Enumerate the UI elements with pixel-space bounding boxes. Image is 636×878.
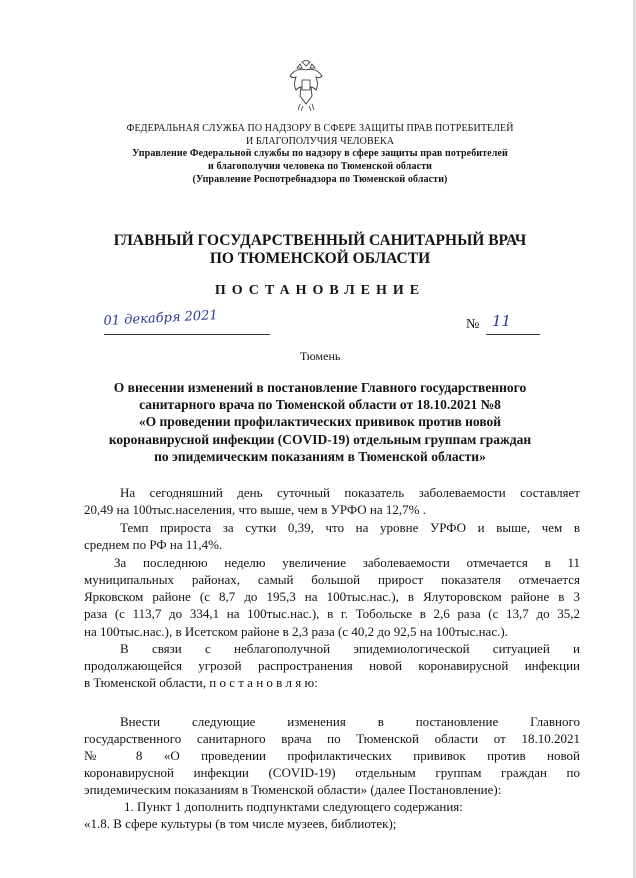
department-line-1: Управление Федеральной службы по надзору в сфере защиты прав потребителей xyxy=(132,148,508,159)
body-line: Внести следующие изменения в постановление Главного xyxy=(120,714,580,729)
body-line: «1.8. В сфере культуры (в том числе музеев, библиотек); xyxy=(84,816,397,831)
handwritten-number: 11 xyxy=(492,312,512,330)
body-line: в Тюменской области, п о с т а н о в л я ю: xyxy=(84,675,318,690)
body-line: раза (с 113,7 до 334,1 на 100тыс.нас.), в г. Тобольске в 2,6 раза (с 13,7 до 35,2 xyxy=(84,606,580,621)
decree-title-line-3: «О проведении профилактических прививок против новой xyxy=(138,414,502,429)
number-sign: № xyxy=(466,317,480,332)
body-line: коронавирусной инфекции (COVID-19) отдельным группам граждан по xyxy=(84,765,580,780)
body-line: Ярковском районе (с 8,7 до 195,3 на 100тыс.нас.), в Ялуторовском районе в 3 xyxy=(84,589,580,604)
body-line: государственного санитарного врача по Тюменской области от 18.10.2021 xyxy=(84,731,580,746)
coat-of-arms-icon xyxy=(288,60,324,112)
decree-title-line-4: коронавирусной инфекции (COVID-19) отдельным группам граждан xyxy=(108,432,532,447)
city: Тюмень xyxy=(300,349,341,363)
department-line-3: (Управление Роспотребнадзора по Тюменской области) xyxy=(192,174,448,185)
decree-heading: ПОСТАНОВЛЕНИЕ xyxy=(214,283,426,298)
department-line-2: и благополучия человека по Тюменской области xyxy=(207,161,432,172)
body-line: продолжающейся угрозой распространения новой коронавирусной инфекции xyxy=(84,658,580,673)
chief-title-line-2: ПО ТЮМЕНСКОЙ ОБЛАСТИ xyxy=(209,250,431,267)
agency-name-line-2: И БЛАГОПОЛУЧИЯ ЧЕЛОВЕКА xyxy=(245,136,395,147)
chief-title-line-1: ГЛАВНЫЙ ГОСУДАРСТВЕННЫЙ САНИТАРНЫЙ ВРАЧ xyxy=(113,232,527,249)
decree-title-line-5: по эпидемическим показаниям в Тюменской области» xyxy=(154,449,486,464)
body-line: 20,49 на 100тыс.населения, что выше, чем в УРФО на 12,7% . xyxy=(84,502,426,517)
body-line: В связи с неблагополучной эпидемиологической ситуацией и xyxy=(120,641,580,656)
body-line: За последнюю неделю увеличение заболеваемости отмечается в 11 xyxy=(114,555,580,570)
body-line: На сегодняшний день суточный показатель заболеваемости составляет xyxy=(120,485,580,500)
agency-name-line-1: ФЕДЕРАЛЬНАЯ СЛУЖБА ПО НАДЗОРУ В СФЕРЕ ЗАЩИТЫ ПРАВ ПОТРЕБИТЕЛЕЙ xyxy=(126,123,514,134)
handwritten-date: 01 декабря 2021 xyxy=(103,308,219,329)
body-line: № 8 «О проведении профилактических прививок против новой xyxy=(84,748,580,763)
body-line: муниципальных районах, самый большой прирост показателя отмечается xyxy=(84,572,580,587)
body-line: эпидемическим показаниям в Тюменской области» (далее Постановление): xyxy=(84,782,502,797)
body-line: на 100тыс.нас.), в Исетском районе в 2,3 раза (с 40,2 до 92,5 на 100тыс.нас.). xyxy=(84,624,508,639)
body-line: 1. Пункт 1 дополнить подпунктами следующего содержания: xyxy=(124,799,463,814)
body-line: Темп прироста за сутки 0,39, что на уровне УРФО и выше, чем в xyxy=(120,520,580,535)
decree-title-line-1: О внесении изменений в постановление Главного государственного xyxy=(113,380,527,395)
body-line: среднем по РФ на 11,4%. xyxy=(84,537,223,552)
decree-title-line-2: санитарного врача по Тюменской области от 18.10.2021 №8 xyxy=(139,397,501,412)
